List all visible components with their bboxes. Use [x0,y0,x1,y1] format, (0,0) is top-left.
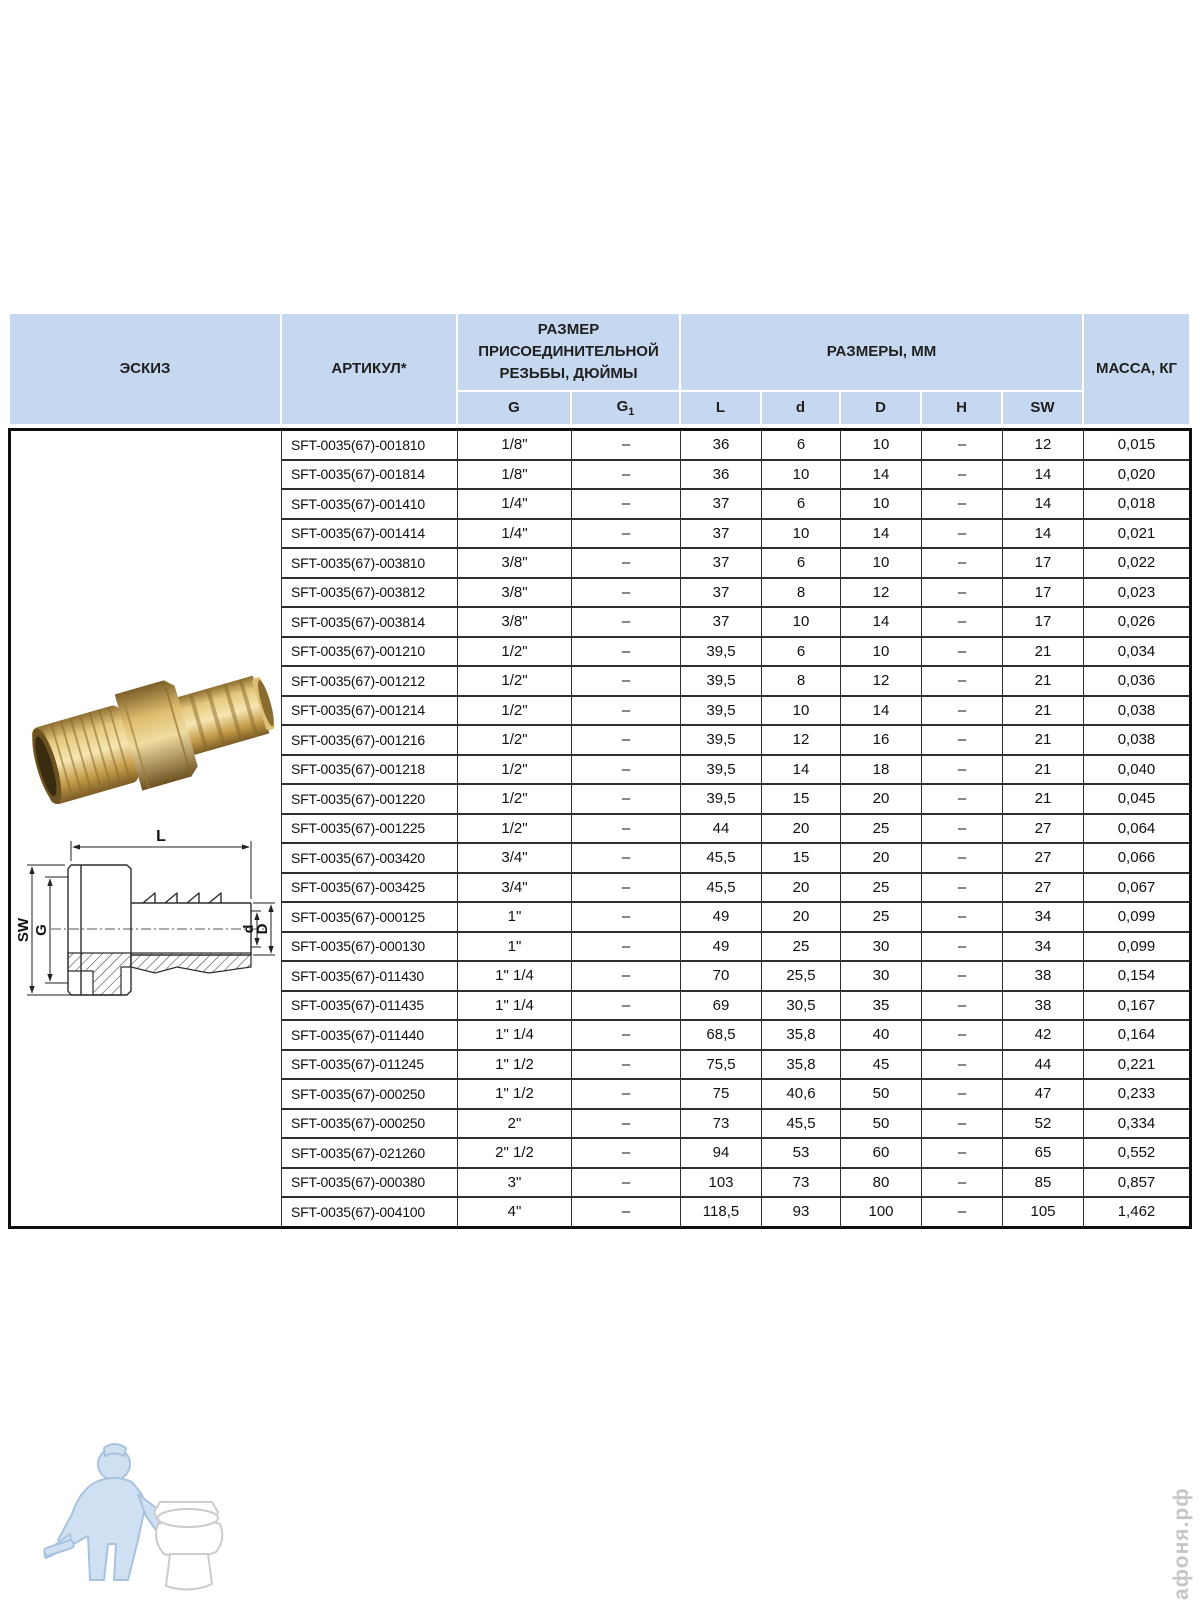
cell-article: SFT-0035(67)-001814 [282,460,458,490]
cell-g: 1/8" [458,460,572,490]
cell-d: 35,8 [762,1050,841,1080]
cell-l: 68,5 [681,1020,762,1050]
cell-d: 40,6 [762,1079,841,1109]
sketch-cell [10,430,282,1228]
cell-mass: 0,154 [1084,961,1191,991]
cell-d: 53 [762,1138,841,1168]
cell-l: 75 [681,1079,762,1109]
cell-D: 14 [841,519,922,549]
cell-g: 1/4" [458,489,572,519]
col-header-sketch: ЭСКИЗ [9,313,281,425]
cell-sw: 27 [1003,873,1084,903]
cell-d: 6 [762,489,841,519]
cell-l: 103 [681,1168,762,1198]
dim-label-d: d [240,924,256,934]
col-header-article: АРТИКУЛ* [281,313,457,425]
cell-sw: 21 [1003,755,1084,785]
cell-h: – [922,932,1003,962]
cell-l: 118,5 [681,1197,762,1227]
cell-g1: – [572,843,681,873]
cell-sw: 44 [1003,1050,1084,1080]
cell-l: 49 [681,932,762,962]
cell-d: 14 [762,755,841,785]
cell-article: SFT-0035(67)-001810 [282,430,458,460]
cell-mass: 0,034 [1084,637,1191,667]
cell-D: 40 [841,1020,922,1050]
cell-g1: – [572,1197,681,1227]
spec-row [10,430,1191,460]
cell-article: SFT-0035(67)-003812 [282,578,458,608]
cell-g: 3/8" [458,548,572,578]
cell-g: 1" 1/2 [458,1050,572,1080]
cell-h: – [922,696,1003,726]
cell-g1: – [572,961,681,991]
cell-D: 12 [841,578,922,608]
cell-sw: 21 [1003,666,1084,696]
cell-mass: 0,036 [1084,666,1191,696]
cell-mass: 0,038 [1084,725,1191,755]
cell-mass: 0,023 [1084,578,1191,608]
cell-g1: – [572,666,681,696]
cell-mass: 0,099 [1084,932,1191,962]
cell-article: SFT-0035(67)-001414 [282,519,458,549]
cell-h: – [922,637,1003,667]
cell-sw: 27 [1003,814,1084,844]
cell-d: 35,8 [762,1020,841,1050]
cell-sw: 38 [1003,991,1084,1021]
dim-label-G: G [33,924,50,936]
cell-g: 3" [458,1168,572,1198]
cell-article: SFT-0035(67)-003810 [282,548,458,578]
cell-g1: – [572,932,681,962]
cell-D: 30 [841,932,922,962]
cell-D: 10 [841,637,922,667]
cell-l: 75,5 [681,1050,762,1080]
cell-mass: 0,221 [1084,1050,1191,1080]
cell-g: 1/2" [458,637,572,667]
spec-table-header [8,312,1191,426]
cell-l: 94 [681,1138,762,1168]
cell-h: – [922,489,1003,519]
cell-sw: 34 [1003,902,1084,932]
subcol-SW: SW [1002,391,1083,425]
cell-d: 10 [762,519,841,549]
cell-l: 39,5 [681,725,762,755]
cell-g1: – [572,991,681,1021]
cell-g: 1/2" [458,755,572,785]
cell-article: SFT-0035(67)-000380 [282,1168,458,1198]
cell-d: 6 [762,637,841,667]
spec-table [8,428,1192,1229]
cell-h: – [922,1109,1003,1139]
cell-mass: 0,026 [1084,607,1191,637]
cell-sw: 47 [1003,1079,1084,1109]
cell-g1: – [572,607,681,637]
cell-g1: – [572,460,681,490]
cell-sw: 12 [1003,430,1084,460]
cell-article: SFT-0035(67)-021260 [282,1138,458,1168]
cell-l: 39,5 [681,666,762,696]
cell-D: 25 [841,873,922,903]
cell-g: 1" 1/4 [458,961,572,991]
cell-l: 49 [681,902,762,932]
cell-mass: 0,064 [1084,814,1191,844]
cell-g1: – [572,578,681,608]
cell-D: 10 [841,548,922,578]
col-header-dimensions: РАЗМЕРЫ, ММ [680,313,1083,391]
cell-l: 73 [681,1109,762,1139]
cell-mass: 0,334 [1084,1109,1191,1139]
cell-article: SFT-0035(67)-011435 [282,991,458,1021]
subcol-G1-base: G [616,397,629,415]
cell-article: SFT-0035(67)-001225 [282,814,458,844]
cell-h: – [922,1079,1003,1109]
cell-l: 39,5 [681,755,762,785]
cell-g1: – [572,489,681,519]
cell-h: – [922,666,1003,696]
cell-sw: 21 [1003,637,1084,667]
cell-sw: 52 [1003,1109,1084,1139]
cell-article: SFT-0035(67)-011245 [282,1050,458,1080]
cell-g: 1" [458,932,572,962]
cell-mass: 0,552 [1084,1138,1191,1168]
cell-d: 10 [762,607,841,637]
cell-sw: 21 [1003,784,1084,814]
cell-article: SFT-0035(67)-001210 [282,637,458,667]
cell-g1: – [572,430,681,460]
cell-mass: 0,018 [1084,489,1191,519]
dim-label-SW: SW [15,917,32,943]
cell-D: 16 [841,725,922,755]
cell-mass: 0,857 [1084,1168,1191,1198]
cell-mass: 0,020 [1084,460,1191,490]
cell-g1: – [572,519,681,549]
cell-D: 80 [841,1168,922,1198]
cell-g1: – [572,902,681,932]
cell-D: 45 [841,1050,922,1080]
cell-mass: 0,167 [1084,991,1191,1021]
cell-g1: – [572,755,681,785]
cell-l: 37 [681,519,762,549]
cell-h: – [922,991,1003,1021]
cell-h: – [922,725,1003,755]
cell-article: SFT-0035(67)-000130 [282,932,458,962]
cell-mass: 0,067 [1084,873,1191,903]
cell-g: 2" 1/2 [458,1138,572,1168]
cell-g: 3/4" [458,843,572,873]
cell-g1: – [572,1109,681,1139]
cell-g1: – [572,696,681,726]
cell-article: SFT-0035(67)-004100 [282,1197,458,1227]
cell-D: 20 [841,843,922,873]
cell-g1: – [572,1079,681,1109]
cell-g: 1/8" [458,430,572,460]
cell-d: 15 [762,784,841,814]
cell-g: 1" 1/2 [458,1079,572,1109]
cell-sw: 14 [1003,489,1084,519]
cell-sw: 42 [1003,1020,1084,1050]
cell-g: 3/4" [458,873,572,903]
cell-g: 3/8" [458,607,572,637]
cell-h: – [922,578,1003,608]
cell-l: 37 [681,578,762,608]
cell-D: 30 [841,961,922,991]
cell-h: – [922,607,1003,637]
cell-mass: 0,021 [1084,519,1191,549]
cell-sw: 21 [1003,725,1084,755]
cell-sw: 14 [1003,519,1084,549]
cell-g: 1" [458,902,572,932]
cell-l: 36 [681,430,762,460]
cell-sw: 17 [1003,607,1084,637]
cell-mass: 0,015 [1084,430,1191,460]
cell-mass: 0,066 [1084,843,1191,873]
cell-article: SFT-0035(67)-001410 [282,489,458,519]
cell-article: SFT-0035(67)-001214 [282,696,458,726]
cell-l: 37 [681,548,762,578]
cell-D: 100 [841,1197,922,1227]
cell-h: – [922,814,1003,844]
cell-sw: 14 [1003,460,1084,490]
cell-d: 30,5 [762,991,841,1021]
cell-article: SFT-0035(67)-003814 [282,607,458,637]
cell-mass: 0,233 [1084,1079,1191,1109]
cell-h: – [922,755,1003,785]
cell-g1: – [572,1020,681,1050]
cell-sw: 27 [1003,843,1084,873]
cell-g: 1/2" [458,725,572,755]
cell-d: 15 [762,843,841,873]
product-photo [29,635,279,820]
cell-g: 3/8" [458,578,572,608]
cell-g: 1/2" [458,666,572,696]
cell-l: 45,5 [681,873,762,903]
cell-g1: – [572,548,681,578]
cell-d: 8 [762,578,841,608]
col-header-mass: МАССА, КГ [1083,313,1190,425]
cell-h: – [922,519,1003,549]
cell-sw: 17 [1003,578,1084,608]
subcol-D: D [840,391,921,425]
cell-g1: – [572,814,681,844]
cell-g1: – [572,1138,681,1168]
cell-D: 18 [841,755,922,785]
cell-g1: – [572,637,681,667]
cell-d: 8 [762,666,841,696]
cell-g: 1/2" [458,784,572,814]
cell-sw: 105 [1003,1197,1084,1227]
cell-d: 12 [762,725,841,755]
site-watermark: афоня.рф [1170,1487,1193,1600]
cell-mass: 0,099 [1084,902,1191,932]
cell-article: SFT-0035(67)-003425 [282,873,458,903]
cell-g: 4" [458,1197,572,1227]
cell-h: – [922,1138,1003,1168]
cell-sw: 38 [1003,961,1084,991]
cell-article: SFT-0035(67)-001216 [282,725,458,755]
cell-sw: 17 [1003,548,1084,578]
subcol-H: H [921,391,1002,425]
cell-D: 50 [841,1079,922,1109]
cell-h: – [922,1197,1003,1227]
cell-D: 50 [841,1109,922,1139]
cell-D: 10 [841,430,922,460]
cell-g: 2" [458,1109,572,1139]
dim-label-L: L [156,828,166,845]
cell-article: SFT-0035(67)-000125 [282,902,458,932]
cell-d: 20 [762,873,841,903]
cell-l: 39,5 [681,784,762,814]
subcol-L: L [680,391,761,425]
cell-mass: 0,040 [1084,755,1191,785]
cell-l: 70 [681,961,762,991]
cell-h: – [922,1020,1003,1050]
cell-sw: 34 [1003,932,1084,962]
cell-l: 69 [681,991,762,1021]
cell-article: SFT-0035(67)-001212 [282,666,458,696]
cell-d: 6 [762,430,841,460]
technical-drawing [13,825,285,1025]
cell-g1: – [572,873,681,903]
cell-g1: – [572,1168,681,1198]
cell-article: SFT-0035(67)-001220 [282,784,458,814]
cell-d: 10 [762,696,841,726]
cell-h: – [922,961,1003,991]
cell-g: 1" 1/4 [458,1020,572,1050]
cell-h: – [922,843,1003,873]
cell-mass: 0,022 [1084,548,1191,578]
cell-h: – [922,460,1003,490]
cell-D: 14 [841,607,922,637]
cell-D: 20 [841,784,922,814]
cell-h: – [922,1050,1003,1080]
cell-D: 14 [841,696,922,726]
cell-article: SFT-0035(67)-000250 [282,1109,458,1139]
cell-l: 37 [681,489,762,519]
cell-h: – [922,1168,1003,1198]
cell-d: 10 [762,460,841,490]
cell-d: 93 [762,1197,841,1227]
cell-article: SFT-0035(67)-011440 [282,1020,458,1050]
cell-D: 60 [841,1138,922,1168]
cell-l: 45,5 [681,843,762,873]
cell-mass: 0,164 [1084,1020,1191,1050]
cell-g1: – [572,1050,681,1080]
plumber-watermark [18,1438,238,1600]
cell-article: SFT-0035(67)-003420 [282,843,458,873]
cell-D: 25 [841,814,922,844]
cell-article: SFT-0035(67)-000250 [282,1079,458,1109]
cell-D: 25 [841,902,922,932]
subcol-G1-sub: 1 [628,405,635,418]
cell-sw: 21 [1003,696,1084,726]
cell-d: 73 [762,1168,841,1198]
cell-D: 10 [841,489,922,519]
cell-l: 44 [681,814,762,844]
cell-h: – [922,902,1003,932]
cell-g: 1/4" [458,519,572,549]
cell-g: 1" 1/4 [458,991,572,1021]
cell-d: 25 [762,932,841,962]
cell-D: 14 [841,460,922,490]
cell-d: 6 [762,548,841,578]
cell-mass: 0,045 [1084,784,1191,814]
cell-l: 39,5 [681,696,762,726]
cell-d: 45,5 [762,1109,841,1139]
cell-sw: 65 [1003,1138,1084,1168]
cell-D: 12 [841,666,922,696]
subcol-G: G [457,391,571,425]
cell-article: SFT-0035(67)-011430 [282,961,458,991]
cell-d: 20 [762,902,841,932]
cell-d: 25,5 [762,961,841,991]
cell-sw: 85 [1003,1168,1084,1198]
cell-g1: – [572,725,681,755]
cell-l: 39,5 [681,637,762,667]
cell-l: 36 [681,460,762,490]
subcol-d: d [761,391,840,425]
cell-h: – [922,548,1003,578]
cell-h: – [922,784,1003,814]
cell-mass: 1,462 [1084,1197,1191,1227]
cell-g: 1/2" [458,696,572,726]
cell-article: SFT-0035(67)-001218 [282,755,458,785]
cell-d: 20 [762,814,841,844]
cell-h: – [922,873,1003,903]
cell-h: – [922,430,1003,460]
cell-g1: – [572,784,681,814]
cell-D: 35 [841,991,922,1021]
cell-mass: 0,038 [1084,696,1191,726]
col-header-thread-size: РАЗМЕР ПРИСОЕДИНИТЕЛЬНОЙ РЕЗЬБЫ, ДЮЙМЫ [457,313,680,391]
dim-label-D: D [254,923,271,935]
subcol-G1 [571,391,680,425]
cell-l: 37 [681,607,762,637]
cell-g: 1/2" [458,814,572,844]
